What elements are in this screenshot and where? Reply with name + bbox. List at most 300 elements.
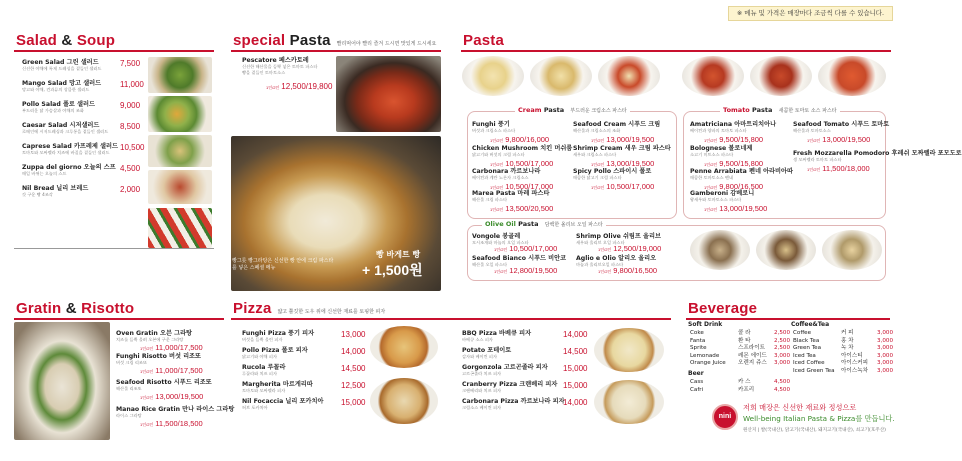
item-name: Chicken Mushroom 치킨 머쉬룸 [472, 145, 573, 152]
item-name: Seafood Cream 시푸드 크림 [573, 121, 661, 128]
pizza-item [462, 364, 548, 377]
pasta-rule [461, 50, 891, 52]
oil-pasta-head: Olive Oil Pasta 담백한 올리브 오일 파스타 [482, 221, 606, 229]
beverage-price: 3,000 [774, 352, 791, 359]
item-desc: 해산물과 토마토소스 [793, 128, 831, 134]
beverage-en: Iced Coffee [793, 360, 825, 366]
price-value: 11,000 [120, 80, 144, 89]
item-desc: 로메인에 시저드레싱과 크루통을 곁들인 샐러드 [22, 129, 109, 135]
item-price [563, 398, 587, 407]
item-desc: 닭고기와 버섯의 크림 파스타 [472, 152, 525, 158]
item-price [807, 165, 870, 174]
price-value: 13,000/19,500 [822, 135, 871, 144]
item-desc: 매콤한 닭고기 크림 파스타 [573, 175, 622, 181]
price-value: 13,000/19,500 [719, 204, 768, 213]
item-desc: 감자와 베이컨 피자 [462, 354, 498, 360]
pizza-item [242, 347, 308, 360]
price-label: 1인/2인 [494, 269, 508, 274]
item-name: Pollo Salad 폴로 샐러드 [22, 101, 95, 108]
item-price [140, 420, 203, 429]
price-label: 1인/2인 [704, 162, 718, 167]
item-price [120, 185, 140, 194]
item-desc: 고르곤졸라 치즈 피자 [462, 371, 502, 377]
beverage-price: 4,500 [774, 379, 791, 385]
item-price [341, 381, 365, 390]
price-label: 1인/2인 [490, 138, 504, 143]
beverage-en: Green Tea [793, 345, 822, 351]
item-price [591, 183, 654, 192]
price-value: 15,000 [563, 381, 588, 390]
item-price [563, 364, 587, 373]
item-price [563, 330, 587, 339]
pizza-item [462, 347, 511, 360]
item-name: Seafood Risotto 시푸드 리조또 [116, 379, 212, 386]
item-desc: 버섯을 듬뿍 올린 피자 [242, 337, 283, 343]
item-desc: 루꼴라와 치즈 피자 [242, 371, 278, 377]
beverage-row [690, 353, 794, 359]
item-desc: 모시조개와 마늘의 오일 파스타 [472, 240, 529, 246]
price-value: 10,500 [120, 143, 145, 152]
price-value: 12,500/19,000 [613, 244, 662, 253]
price-label: 1인/2인 [490, 207, 504, 212]
item-price [341, 364, 365, 373]
price-value: 13,000/19,500 [606, 159, 655, 168]
special-rule [231, 50, 441, 52]
item-price [704, 136, 763, 145]
pizza-photo-3 [594, 328, 664, 372]
bread-bowl-badge-price: + 1,500원 [362, 262, 423, 278]
price-value: 10,500/17,000 [505, 182, 554, 191]
beverage-price: 2,500 [774, 330, 791, 336]
beverage-ko: 홍 차 [841, 337, 854, 344]
item-price [494, 267, 557, 276]
price-value: 12,500 [341, 381, 366, 390]
pizza-item [462, 381, 557, 394]
item-desc: 망고와 야채, 견과류의 상큼한 샐러드 [22, 87, 90, 93]
price-label: 1인/2인 [807, 138, 821, 143]
price-value: 9,800/16,500 [719, 182, 764, 191]
pasta-title: Pasta [463, 32, 505, 49]
item-desc: 라이스 그라탕 [116, 413, 142, 419]
item-price [341, 347, 365, 356]
tomato-pasta-item [690, 190, 754, 203]
beverage-row [793, 330, 897, 336]
price-label: 1인/2인 [704, 185, 718, 190]
gratin-rule [14, 318, 224, 320]
item-desc: 생 모짜렐라 토마토 파스타 [793, 157, 842, 163]
item-price [490, 136, 549, 145]
pizza-item [462, 330, 531, 343]
item-price [598, 267, 657, 276]
pizza-item [462, 398, 565, 411]
beverage-price: 3,000 [877, 330, 894, 336]
salad-photo-5 [148, 208, 212, 248]
beverage-en: Coke [690, 330, 704, 336]
cream-pasta-item [573, 145, 671, 158]
item-desc: 소고기 미트소스 파스타 [690, 152, 734, 158]
item-name: Green Salad 그린 샐러드 [22, 59, 99, 66]
salad-photo-1 [148, 57, 212, 93]
beverage-ko: 환 타 [738, 337, 751, 344]
beverage-price: 4,500 [774, 386, 791, 393]
beverage-title: Beverage [688, 300, 758, 317]
beverage-row [793, 338, 897, 344]
item-name: BBQ Pizza 바베큐 피자 [462, 330, 532, 337]
item-name: Manao Rice Gratin 만나 라이스 그라탕 [116, 406, 235, 413]
beverage-en: Lemonade [690, 352, 720, 359]
price-label: 1인/2인 [490, 162, 504, 167]
item-desc: 부드러운 닭 가슴살과 야채의 조화 [22, 108, 84, 114]
gratin-risotto-title: Gratin & Risotto [16, 300, 135, 317]
brand-line-2: Well-being Italian Pasta & Pizza를 만듭니다. [743, 414, 895, 423]
salad-item [22, 143, 118, 156]
pasta-plate-1 [462, 56, 524, 96]
beverage-row [690, 338, 794, 344]
item-name: Seafood Tomato 시푸드 토마토 [793, 121, 890, 128]
special-item: Pescatore 페스카토레 신선한 해산물을 듬뿍 넣은 토마토 파스타 빵을 곁들인 토마토소스 [242, 57, 318, 75]
salad-item [22, 80, 101, 93]
item-name: Shrimp Cream 새우 크림 파스타 [573, 145, 671, 152]
item-price [341, 398, 365, 407]
beverage-price: 3,000 [877, 345, 894, 351]
item-price [120, 80, 144, 89]
item-name: Gorgonzola 고르곤졸라 피자 [462, 364, 548, 371]
brand-logo: nini [712, 404, 738, 430]
item-price [120, 164, 140, 173]
pizza-item [242, 381, 313, 394]
item-name: Aglio e Olio 알리오 올리오 [576, 255, 657, 262]
item-desc: 해산물 리조또 [116, 386, 142, 392]
item-desc: 바베큐 소스 피자 [462, 337, 493, 343]
special-item-price: 1인/2인 12,500/19,800 [266, 82, 333, 91]
item-price [120, 143, 144, 152]
beverage-ko: 아이스녹차 [841, 367, 869, 374]
pasta-plate-3 [598, 56, 660, 96]
beverage-ko: 커 피 [841, 330, 854, 336]
item-name: Seafood Bianco 시푸드 비안코 [472, 255, 567, 262]
item-desc: 허브 포카치아 [242, 405, 268, 411]
beverage-row [690, 387, 794, 393]
item-name: Potato 포테이토 [462, 347, 512, 354]
price-value: 15,000 [563, 364, 588, 373]
beverage-price: 3,000 [877, 360, 894, 366]
item-name: Margherita 마르게리따 [242, 381, 313, 388]
item-name: Vongole 봉골레 [472, 233, 521, 240]
item-name: Caprese Salad 카프레제 샐러드 [22, 143, 118, 150]
beverage-en: Cafri [690, 386, 704, 393]
beverage-en: Coffee [793, 330, 812, 336]
cream-pasta-head: Cream Pasta 부드러운 크림소스 파스타 [515, 107, 630, 115]
price-value: 15,000 [341, 398, 366, 407]
item-price [341, 330, 365, 339]
price-value: 14,500 [563, 347, 588, 356]
beverage-row [793, 368, 897, 374]
item-desc: 매일 바뀌는 오늘의 스프 [22, 171, 67, 177]
price-value: 9,500/15,800 [719, 159, 764, 168]
beverage-rule [686, 318, 890, 320]
item-desc: 새우와 올리브 오일 파스타 [576, 240, 625, 246]
pasta-plate-4 [682, 56, 744, 96]
special-pasta-title: special Pasta 빨리먹어야 빨리 즐겨 드시면 맛있게 드시세요 [233, 32, 437, 49]
price-label: 1인/2인 [598, 247, 612, 252]
item-desc: 버섯과 크림소스 파스타 [472, 128, 516, 134]
item-desc: 치즈를 듬뿍 올려 오븐에 구운 그라탕 [116, 337, 184, 343]
price-label: 1인/2인 [140, 422, 154, 427]
item-desc: 크림소스 베이컨 피자 [462, 405, 502, 411]
beverage-en: Cass [690, 379, 704, 385]
beverage-en: Fanta [690, 337, 706, 344]
price-value: 9,800/16,000 [505, 135, 550, 144]
price-value: 11,500/18,000 [822, 164, 870, 173]
price-value: 13,000 [341, 330, 366, 339]
item-desc: 닭고기와 야채 피자 [242, 354, 278, 360]
cream-pasta-item [472, 168, 540, 181]
item-price [120, 101, 140, 110]
cream-pasta-item [472, 121, 515, 134]
item-price [120, 122, 140, 131]
beverage-en: Black Tea [793, 337, 820, 344]
item-desc: 왕새우와 토마토소스 파스타 [690, 197, 742, 203]
pizza-photo-2 [370, 378, 438, 424]
item-name: Pollo Pizza 폴로 피자 [242, 347, 308, 354]
salad-item [22, 122, 108, 135]
beverage-price: 3,000 [774, 360, 791, 366]
item-desc: 베이컨과 양파의 토마토 파스타 [690, 128, 747, 134]
bread-bowl-badge: 빵 바게트 빵 [376, 250, 421, 259]
beverage-row [690, 360, 794, 366]
price-label: 1인/2인 [704, 207, 718, 212]
salad-item [22, 59, 101, 72]
item-name: Bolognese 볼로네제 [690, 145, 753, 152]
pizza-title: Pizza 얇고 쫄깃한 도우 위에 신선한 재료를 토핑한 피자 [233, 300, 386, 317]
item-name: Penne Arrabiata 펜네 아라비아따 [690, 168, 793, 175]
cream-pasta-item [472, 145, 572, 158]
item-desc: 매콤한 토마토소스 펜네 [690, 175, 734, 181]
item-price [490, 205, 553, 214]
tomato-pasta-item [793, 121, 889, 134]
price-value: 2,000 [120, 185, 141, 194]
item-name: Caesar Salad 시저샐러드 [22, 122, 100, 129]
item-desc: 베이컨과 계란 노른자 크림소스 [472, 175, 529, 181]
pizza-photo-1 [370, 326, 438, 368]
salad-bottom-rule [14, 248, 214, 249]
beverage-row [793, 360, 897, 366]
price-value: 10,500/17,000 [509, 244, 558, 253]
salad-item [22, 164, 116, 177]
item-name: Cranberry Pizza 크랜베리 피자 [462, 381, 558, 388]
price-value: 13,000/19,500 [155, 392, 204, 401]
beverage-ko: 스프라이트 [738, 345, 766, 351]
pasta-plate-6 [818, 56, 886, 96]
item-price [120, 59, 140, 68]
brand-line-1: 저희 매장은 신선한 재료와 정성으로 [743, 403, 857, 412]
salad-item [22, 101, 95, 114]
beverage-price: 2,500 [774, 345, 791, 351]
price-label: 1인/2인 [140, 369, 154, 374]
price-value: 13,000/19,500 [606, 135, 655, 144]
price-label: 1인/2인 [598, 269, 612, 274]
item-name: Carbonara 까르보나라 [472, 168, 541, 175]
gratin-photo [14, 322, 110, 440]
beverage-ko: 아이스티 [841, 352, 863, 359]
price-value: 9,000 [120, 101, 141, 110]
item-name: Funghi Risotto 버섯 리조또 [116, 353, 202, 360]
price-value: 14,500 [341, 364, 366, 373]
bread-bowl-caption: 빵그릇 빵그라탕은 신선한 빵 안에 크림 파스타를 넣은 스페셜 메뉴 [232, 258, 334, 271]
item-name: Zuppa del giorno 오늘의 스프 [22, 164, 116, 171]
salad-rule [14, 50, 214, 52]
beverage-price: 3,000 [877, 367, 894, 374]
item-name: Nil Focaccia 닐리 포카치아 [242, 398, 324, 405]
cream-pasta-item [472, 190, 549, 203]
item-name: Carbonara Pizza 까르보나라 피자 [462, 398, 565, 405]
item-desc: 신선한 야채에 특제 드레싱을 곁들인 샐러드 [22, 66, 102, 72]
oil-pasta-plate-2 [756, 230, 816, 270]
salad-item [22, 185, 88, 198]
price-value: 10,500/17,000 [505, 159, 554, 168]
beverage-row [690, 330, 794, 336]
item-name: Spicy Pollo 스파이시 폴로 [573, 168, 652, 175]
salad-photo-3 [148, 135, 212, 167]
item-name: Nil Bread 닐리 브레드 [22, 185, 89, 192]
price-value: 9,800/16,500 [613, 266, 658, 275]
cream-pasta-item [573, 168, 651, 181]
beverage-ko: 콜 라 [738, 330, 751, 336]
item-price [140, 367, 203, 376]
item-name: Mango Salad 망고 샐러드 [22, 80, 102, 87]
price-label: 1인/2인 [591, 185, 605, 190]
tomato-pasta-item [690, 121, 776, 134]
beverage-en: Iced Green Tea [793, 367, 835, 374]
pizza-item [242, 364, 285, 377]
beverage-ko: 아이스커피 [841, 360, 869, 366]
pizza-rule [231, 318, 671, 320]
price-value: 7,500 [120, 59, 141, 68]
item-name: Oven Gratin 오븐 그라탕 [116, 330, 193, 337]
price-value: 4,500 [120, 164, 141, 173]
beverage-ko: 오렌지 쥬스 [738, 360, 767, 366]
item-desc: 해산물 오일 파스타 [472, 262, 508, 268]
brand-line-3: 원산지 | 쌀(국내산), 닭고기(국내산), 돼지고기(국내산), 쇠고기(호주산) [743, 428, 886, 433]
beverage-price: 3,000 [877, 337, 894, 344]
tomato-pasta-item [690, 168, 793, 181]
beverage-row [690, 345, 794, 351]
salad-photo-4 [148, 170, 212, 204]
pescatore-photo [336, 56, 441, 132]
beverage-en: Iced Tea [793, 352, 816, 359]
item-name: Gamberoni 감베로니 [690, 190, 755, 197]
beverage-price: 2,500 [774, 337, 791, 344]
beverage-row [690, 379, 794, 385]
pasta-plate-2 [530, 56, 592, 96]
item-desc: 해산물 크림 파스타 [472, 197, 508, 203]
coffee-tea-head: Coffee&Tea [791, 321, 830, 328]
price-label: 1인/2인 [494, 247, 508, 252]
beverage-ko: 레몬 에이드 [738, 352, 767, 359]
pizza-photo-4 [594, 380, 664, 424]
item-price [591, 136, 654, 145]
item-desc: 해산물과 크림소스의 조화 [573, 128, 621, 134]
oil-pasta-plate-3 [822, 230, 882, 270]
item-name: Rucola 루꼴라 [242, 364, 286, 371]
price-label: 1인/2인 [807, 167, 821, 172]
tomato-pasta-item [793, 150, 962, 163]
item-desc: 마늘과 올리브오일 파스타 [576, 262, 624, 268]
price-value: 14,000 [341, 347, 366, 356]
pizza-item [242, 398, 323, 411]
beer-head: Beer [688, 370, 704, 377]
item-name: Marea Pasta 마레 파스타 [472, 190, 550, 197]
gratin-item [116, 353, 201, 366]
beverage-price: 3,000 [877, 352, 894, 359]
price-value: 12,800/19,500 [509, 266, 558, 275]
item-desc: 갓 구운 빵 4조각 [22, 192, 53, 198]
tomato-pasta-item [690, 145, 752, 158]
price-label: 1인/2인 [490, 185, 504, 190]
pizza-item [242, 330, 314, 343]
item-name: Fresh Mozzarella Pomodoro 후레쉬 모짜렐라 포모도로 [793, 150, 962, 157]
price-label: 1인/2인 [140, 346, 154, 351]
item-price [563, 381, 587, 390]
beverage-row [793, 345, 897, 351]
item-desc: 토마토와 모짜렐라 피자 [242, 388, 286, 394]
gratin-item [116, 379, 212, 392]
item-price [140, 344, 203, 353]
beverage-en: Orange Juice [690, 360, 726, 366]
item-desc: 크랜베리와 치즈 피자 [462, 388, 502, 394]
item-price [704, 205, 767, 214]
price-value: 11,500/18,500 [155, 419, 203, 428]
price-value: 11,000/17,500 [155, 366, 203, 375]
price-value: 9,500/15,800 [719, 135, 764, 144]
item-price [494, 245, 557, 254]
item-price [807, 136, 870, 145]
oil-pasta-plate-1 [690, 230, 750, 270]
item-name: Funghi 풍기 [472, 121, 510, 128]
tomato-pasta-head: Tomato Pasta 새콤한 토마토 소스 파스타 [720, 107, 840, 115]
beverage-ko: 카프리 [738, 386, 755, 393]
item-desc: 새우와 크림소스 파스타 [573, 152, 617, 158]
beverage-ko: 카 스 [738, 379, 751, 385]
pasta-plate-5 [750, 56, 812, 96]
price-label: 1인/2인 [591, 138, 605, 143]
item-name: Shrimp Olive 쉬림프 올리브 [576, 233, 661, 240]
item-desc: 토마토와 모짜렐라 치즈에 바질을 곁들인 샐러드 [22, 150, 110, 156]
beverage-ko: 녹 차 [841, 345, 854, 351]
price-value: 10,500/17,000 [606, 182, 655, 191]
price-value: 11,000/17,500 [155, 343, 203, 352]
beverage-row [793, 353, 897, 359]
price-label: 1인/2인 [591, 162, 605, 167]
price-value: 13,500/20,500 [505, 204, 554, 213]
price-notice: ※ 메뉴 및 가격은 매장마다 조금씩 다를 수 있습니다. [728, 6, 893, 21]
item-name: Amatriciana 아마트리치아나 [690, 121, 777, 128]
soft-drink-head: Soft Drink [688, 321, 723, 328]
item-price [140, 393, 203, 402]
item-desc: 버섯 크림 리조또 [116, 360, 147, 366]
price-label: 1인/2인 [140, 395, 154, 400]
cream-pasta-item [573, 121, 660, 134]
gratin-item [116, 330, 192, 343]
price-value: 14,000 [563, 398, 588, 407]
item-price [598, 245, 661, 254]
price-value: 14,000 [563, 330, 588, 339]
salad-photo-2 [148, 96, 212, 132]
item-name: Funghi Pizza 풍기 피자 [242, 330, 315, 337]
price-value: 8,500 [120, 122, 141, 131]
salad-soup-title: Salad & Soup [16, 32, 116, 49]
beverage-en: Sprite [690, 345, 707, 351]
